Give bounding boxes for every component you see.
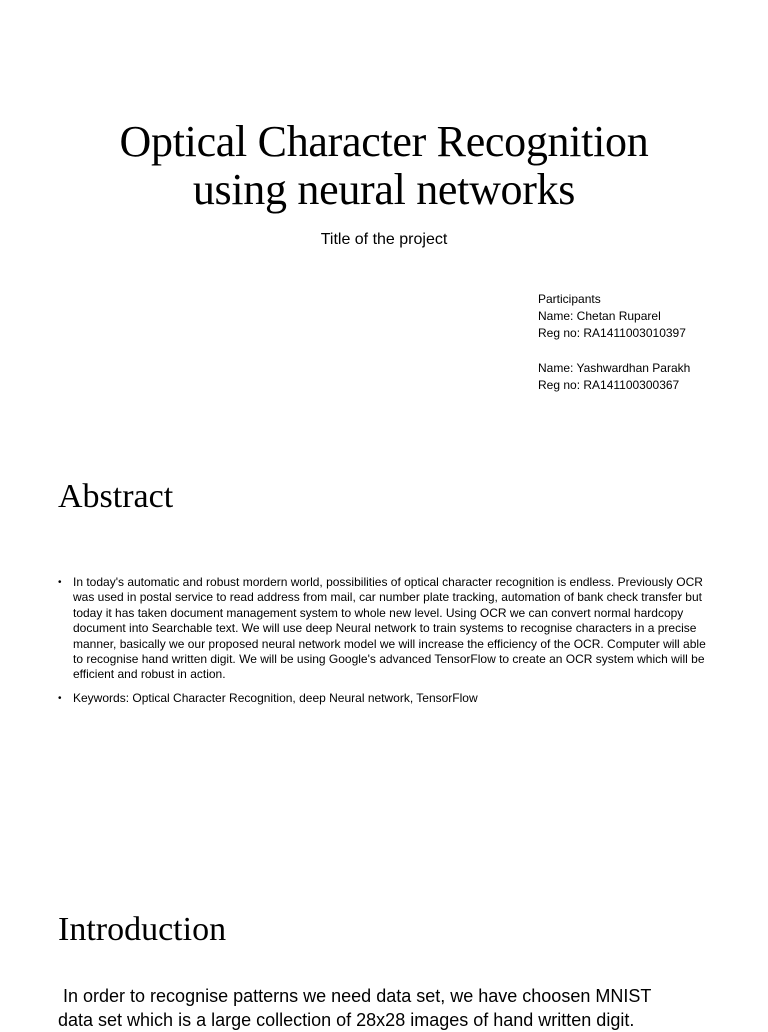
participants-heading: Participants [538, 292, 601, 306]
title-line-2: using neural networks [192, 165, 576, 214]
page-title [0, 118, 768, 214]
list-item [58, 691, 708, 706]
participants-spacer [538, 343, 763, 360]
abstract-paragraph: In today's automatic and robust mordern world, possibilities of optical character recognition is endless. Previously OCR was used in postal service to read address from mail, car number plate tracking, automation of bank check transfer but today it has taken document management system to whole new level. Using OCR we can convert normal hardcopy document into Searchable text. We will use deep Neural network to train systems to recognise characters in a precise manner, basically we our proposed neural network model we will increase the efficiency of the OCR. Computer will able to recognise hand written digit. We will be using Google's advanced TensorFlow to create an OCR system which will be efficient and robust in action. [73, 575, 706, 682]
introduction-paragraph [58, 984, 758, 1032]
bullet-marker: • [58, 577, 62, 588]
participant-name: Name: Yashwardhan Parakh [538, 360, 691, 375]
subtitle: Title of the project [320, 231, 448, 248]
introduction-line-2: data set which is a large collection of 28x28 images of hand written digit. [58, 1010, 635, 1030]
participant-reg: Reg no: RA141100300367 [538, 378, 680, 392]
introduction-heading: Introduction [58, 911, 227, 948]
abstract-bullet-list [58, 575, 708, 714]
bullet-marker: • [58, 692, 62, 704]
introduction-line-1: In order to recognise patterns we need data set, we have choosen MNIST [58, 986, 652, 1006]
list-item [58, 575, 708, 683]
participants-block [538, 291, 763, 394]
participant-name: Name: Chetan Ruparel [538, 309, 661, 324]
keywords-text: Keywords: Optical Character Recognition, deep Neural network, TensorFlow [73, 690, 478, 705]
title-line-1: Optical Character Recognition [119, 117, 649, 166]
participant-reg: Reg no: RA1411003010397 [538, 326, 686, 341]
abstract-heading: Abstract [58, 478, 174, 515]
